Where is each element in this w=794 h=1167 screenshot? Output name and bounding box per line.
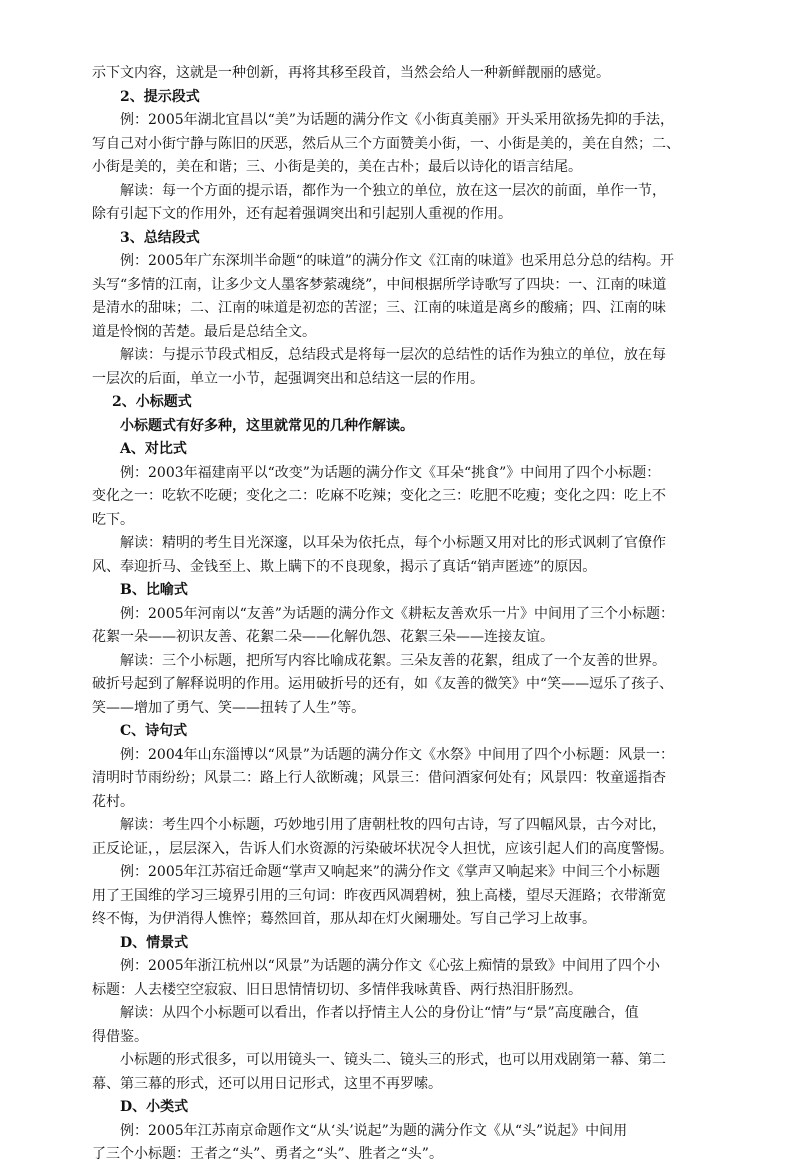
paragraph-line: 花絮一朵——初识友善、花絮二朵——化解仇怨、花絮三朵——连接友谊。	[92, 629, 554, 645]
section-heading: 2、小标题式	[112, 394, 192, 410]
paragraph-line: 例：2005年广东深圳半命题“的味道”的满分作文《江南的味道》也采用总分总的结构。开	[120, 253, 674, 269]
paragraph-line: 例：2005年河南以“友善”为话题的满分作文《耕耘友善欢乐一片》中间用了三个小标题：	[120, 605, 674, 622]
section-heading: 小标题式有好多种，这里就常见的几种作解读。	[120, 417, 414, 434]
paragraph-line: 道是怜悯的苦楚。最后是总结全文。	[92, 323, 316, 340]
paragraph-line: 风、奉迎折马、金钱至上、欺上瞒下的不良现象，揭示了真话“销声匿迹”的原因。	[92, 558, 597, 575]
paragraph-line: 除有引起下文的作用外，还有起着强调突出和引起别人重视的作用。	[92, 206, 512, 222]
paragraph-line: 解读：精明的考生目光深邃，以耳朵为依托点，每个小标题又用对比的形式讽刺了官僚作	[120, 535, 666, 551]
paragraph-line: 头写“多情的江南，让多少文人墨客梦萦魂绕”，中间根据所学诗歌写了四块：一、江南的味道	[92, 276, 667, 293]
section-heading: B、比喻式	[120, 582, 188, 598]
paragraph-line: 正反论证，，层层深入，告诉人们水资源的污染破坏状况令人担忧，应该引起人们的高度警惕。	[92, 840, 673, 857]
paragraph-line: 幕、第三幕的形式，还可以用日记形式，这里不再罗嗦。	[92, 1075, 442, 1092]
section-heading: 3、总结段式	[120, 229, 200, 246]
paragraph-line: 示下文内容，这就是一种创新，再将其移至段首，当然会给人一种新鲜靓丽的感觉。	[92, 65, 610, 81]
section-heading: D、小类式	[120, 1099, 189, 1115]
paragraph-line: 解读：考生四个小标题，巧妙地引用了唐朝杜牧的四句古诗，写了四幅风景，古今对比，	[120, 817, 666, 833]
section-heading: D、情景式	[120, 934, 189, 951]
paragraph-line: 吃下。	[92, 511, 134, 528]
paragraph-line: 用了王国维的学习三境界引用的三句词：昨夜西风凋碧树，独上高楼，望尽天涯路；衣带渐宽	[92, 887, 666, 904]
paragraph-line: 解读：三个小标题，把所写内容比喻成花絮。三朵友善的花絮，组成了一个友善的世界。	[120, 652, 666, 669]
section-heading: C、诗句式	[120, 723, 188, 739]
section-heading: 2、提示段式	[120, 88, 200, 105]
paragraph-line: 例：2004年山东淄博以“风景”为话题的满分作文《水祭》中间用了四个小标题：风景一：	[120, 746, 674, 763]
paragraph-line: 写自己对小街宁静与陈旧的厌恶，然后从三个方面赞美小街，一、小街是美的，美在自然；二、	[92, 135, 680, 152]
paragraph-line: 变化之一：吃软不吃硬；变化之二：吃麻不吃辣；变化之三：吃肥不吃瘦；变化之四：吃上不	[92, 488, 666, 504]
section-heading: A、对比式	[120, 441, 187, 457]
paragraph-line: 是清水的甜味；二、江南的味道是初恋的苦涩；三、江南的味道是离乡的酸痛；四、江南的味	[92, 300, 666, 316]
paragraph-line: 得借鉴。	[92, 1028, 148, 1045]
paragraph-line: 小标题的形式很多，可以用镜头一、镜头二、镜头三的形式，也可以用戏剧第一幕、第二	[120, 1052, 666, 1068]
paragraph-line: 清明时节雨纷纷；风景二：路上行人欲断魂；风景三：借问酒家何处有；风景四：牧童遥指杏	[92, 770, 666, 786]
paragraph-line: 标题：人去楼空空寂寂、旧日思情情切切、多情伴我咏黄昏、两行热泪肝肠烈。	[92, 981, 582, 998]
document-page	[92, 62, 732, 1167]
paragraph-line: 解读：每一个方面的提示语，都作为一个独立的单位，放在这一层次的前面，单作一节，	[120, 182, 666, 199]
paragraph-line: 花村。	[92, 793, 134, 810]
paragraph-line: 终不悔，为伊消得人憔悴；蓦然回首，那从却在灯火阑珊处。写自己学习上故事。	[92, 911, 596, 927]
paragraph-line: 例：2003年福建南平以“改变”为话题的满分作文《耳朵“挑食”》中间用了四个小标题：	[120, 464, 661, 481]
paragraph-line: 一层次的后面，单立一小节，起强调突出和总结这一层的作用。	[92, 370, 484, 387]
paragraph-line: 例：2005年浙江杭州以“风景”为话题的满分作文《心弦上痴情的景致》中间用了四个小	[120, 958, 660, 974]
paragraph-line: 小街是美的，美在和谐；三、小街是美的，美在古朴；最后以诗化的语言结尾。	[92, 159, 582, 175]
paragraph-line: 例：2005年江苏宿迁命题“掌声又响起来”的满分作文《掌声又响起来》中间三个小标题	[120, 864, 660, 880]
paragraph-line: 解读：从四个小标题可以看出，作者以抒情主人公的身份让“情”与“景”高度融合，值	[120, 1005, 639, 1021]
paragraph-line: 笑——增加了勇气、笑——扭转了人生”等。	[92, 699, 366, 716]
paragraph-line: 破折号起到了解释说明的作用。运用破折号的还有，如《友善的微笑》中“笑——逗乐了孩子、	[92, 676, 674, 692]
paragraph-line: 例：2005年湖北宜昌以“美”为话题的满分作文《小街真美丽》开头采用欲扬先抑的手法，	[120, 112, 674, 128]
paragraph-line: 了三个小标题：王者之“头”、勇者之“头”、胜者之“头”。	[92, 1146, 443, 1162]
paragraph-line: 例：2005年江苏南京命题作文“从‘头’说起”为题的满分作文《从“头”说起》中间用	[120, 1122, 628, 1139]
paragraph-line: 解读：与提示节段式相反，总结段式是将每一层次的总结性的话作为独立的单位，放在每	[120, 347, 666, 363]
